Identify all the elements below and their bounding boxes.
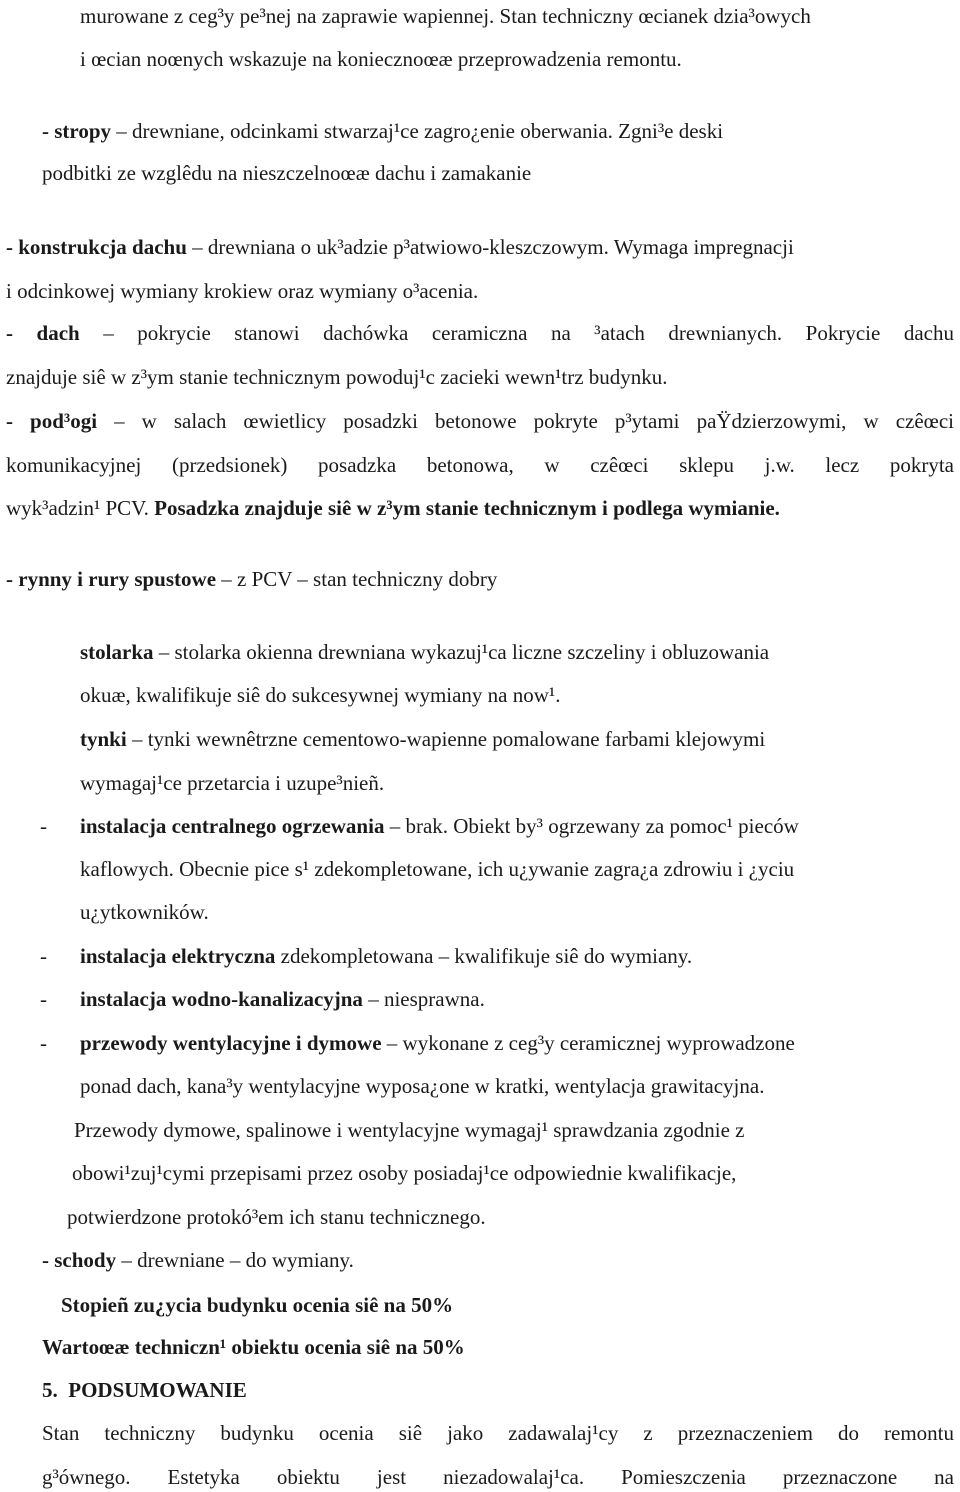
section-number: 5. (42, 1378, 58, 1402)
wentylacja-line-3: Przewody dymowe, spalinowe i wentylacyjne wymagaj¹ sprawdzania zgodnie z (74, 1118, 745, 1142)
wodkan-line: - instalacja wodno-kanalizacyjna – niesprawna. (40, 987, 485, 1011)
section-heading (42, 1377, 247, 1403)
podlogi-label: - pod³ogi (6, 409, 98, 433)
rynny-label: - rynny i rury spustowe (6, 567, 217, 591)
co-line-3: u¿ytkowników. (80, 900, 209, 924)
podlogi-line-2: komunikacyjnej (przedsionek) posadzka betonowa, w czêœci sklepu j.w. lecz pokryta (6, 453, 954, 477)
wall-line-2: i œcian noœnych wskazuje na koniecznoœæ przeprowadzenia remontu. (80, 47, 682, 71)
wentylacja-line-2: ponad dach, kana³y wentylacyjne wyposa¿one w kratki, wentylacja grawitacyjna. (80, 1074, 765, 1098)
podlogi-line-1: - pod³ogi – w salach œwietlicy posadzki betonowe pokryte p³ytami paŸdzierzowymi, w czêœci (6, 409, 954, 433)
schody-line: - schody – drewniane – do wymiany. (42, 1248, 354, 1272)
wentylacja-line-4: obowi¹zuj¹cymi przepisami przez osoby posiadaj¹ce odpowiednie kwalifikacje, (72, 1161, 737, 1185)
co-line-1: - instalacja centralnego ogrzewania – brak. Obiekt by³ ogrzewany za pomoc¹ pieców (40, 814, 799, 838)
tynki-line-2: wymagaj¹ce przetarcia i uzupe³nieñ. (80, 771, 385, 795)
konstrukcja-line-2: i odcinkowej wymiany krokiew oraz wymiany o³acenia. (6, 279, 479, 303)
stropy-label: - stropy (42, 119, 112, 143)
stropy-line-1: - stropy – drewniane, odcinkami stwarzaj¹ce zagro¿enie oberwania. Zgni³e deski (42, 119, 724, 143)
tynki-label: tynki (80, 727, 127, 751)
tynki-line-1: tynki – tynki wewnêtrzne cementowo-wapienne pomalowane farbami klejowymi (80, 727, 766, 751)
podlogi-bold-note: Posadzka znajduje siê w z³ym stanie technicznym i podlega wymianie. (154, 496, 780, 520)
list-dash: - (40, 814, 47, 838)
stolarka-line-2: okuæ, kwalifikuje siê do sukcesywnej wymiany na now¹. (80, 683, 561, 707)
co-line-2: kaflowych. Obecnie pice s¹ zdekompletowane, ich u¿ywanie zagra¿a zdrowiu i ¿yciu (80, 857, 795, 881)
summary-line-1: Stan techniczny budynku ocenia siê jako zadawalaj¹cy z przeznaczeniem do remontu (42, 1421, 954, 1445)
schody-label: - schody (42, 1248, 117, 1272)
konstrukcja-line-1: - konstrukcja dachu – drewniana o uk³adzie p³atwiowo-kleszczowym. Wymaga impregnacji (6, 235, 794, 259)
podlogi-line-3: wyk³adzin¹ PCV. Posadzka znajduje siê w z³ym stanie technicznym i podlega wymianie. (6, 496, 780, 520)
konstrukcja-label: - konstrukcja dachu (6, 235, 187, 259)
rynny-line: - rynny i rury spustowe – z PCV – stan techniczny dobry (6, 567, 498, 591)
wodkan-label: instalacja wodno-kanalizacyjna (80, 987, 363, 1011)
dach-line-1: - dach – pokrycie stanowi dachówka ceramiczna na ³atach drewnianych. Pokrycie dachu (6, 321, 954, 345)
wartosc-statement: Wartoœæ techniczn¹ obiektu ocenia siê na 50% (42, 1335, 465, 1359)
dach-label: - dach (6, 321, 80, 345)
list-dash: - (40, 987, 47, 1011)
wentylacja-label: przewody wentylacyjne i dymowe (80, 1031, 382, 1055)
stropy-line-2: podbitki ze wzglêdu na nieszczelnoœæ dachu i zamakanie (42, 161, 532, 185)
co-label: instalacja centralnego ogrzewania (80, 814, 385, 838)
stolarka-line-1: stolarka – stolarka okienna drewniana wykazuj¹ca liczne szczeliny i obluzowania (80, 640, 770, 664)
wentylacja-line-5: potwierdzone protokó³em ich stanu technicznego. (67, 1205, 486, 1229)
elektryczna-line: - instalacja elektryczna zdekompletowana – kwalifikuje siê do wymiany. (40, 944, 693, 968)
list-dash: - (40, 944, 47, 968)
dach-line-2: znajduje siê w z³ym stanie technicznym powoduj¹c zacieki wewn¹trz budynku. (6, 365, 668, 389)
wall-line-1: murowane z ceg³y pe³nej na zaprawie wapiennej. Stan techniczny œcianek dzia³owych (80, 4, 811, 28)
list-dash: - (40, 1031, 47, 1055)
stolarka-label: stolarka (80, 640, 154, 664)
zuzycie-statement: Stopieñ zu¿ycia budynku ocenia siê na 50% (61, 1293, 454, 1317)
section-title: PODSUMOWANIE (68, 1378, 247, 1402)
summary-line-2: g³ównego. Estetyka obiektu jest niezadowalaj¹ca. Pomieszczenia przeznaczone na (42, 1465, 954, 1489)
elektryczna-label: instalacja elektryczna (80, 944, 276, 968)
wentylacja-line-1: - przewody wentylacyjne i dymowe – wykonane z ceg³y ceramicznej wyprowadzone (40, 1031, 795, 1055)
